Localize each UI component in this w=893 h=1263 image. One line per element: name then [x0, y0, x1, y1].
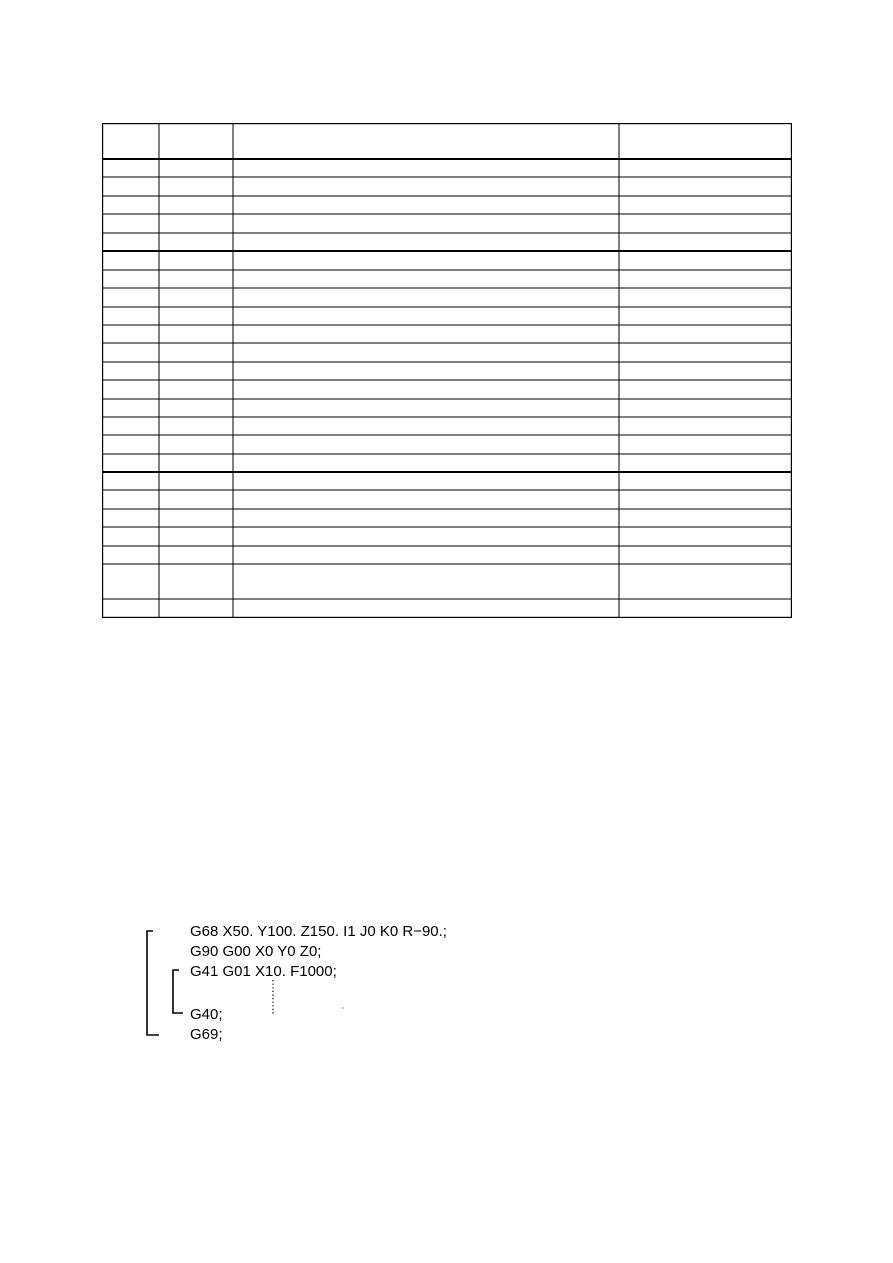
code-line-g69: G69; [190, 1026, 223, 1043]
code-line-g41: G41 G01 X10. F1000; [190, 963, 337, 980]
code-program-figure [140, 910, 560, 1060]
table-border [103, 124, 792, 618]
code-line-g68: G68 X50. Y100. Z150. I1 J0 K0 R−90.; [190, 923, 447, 940]
inner-bracket [173, 970, 183, 1013]
code-line-g90: G90 G00 X0 Y0 Z0; [190, 943, 322, 960]
outer-bracket [147, 931, 159, 1035]
blank-table-grid [102, 123, 792, 618]
stray-dot [342, 1007, 343, 1008]
code-line-g40: G40; [190, 1006, 223, 1023]
